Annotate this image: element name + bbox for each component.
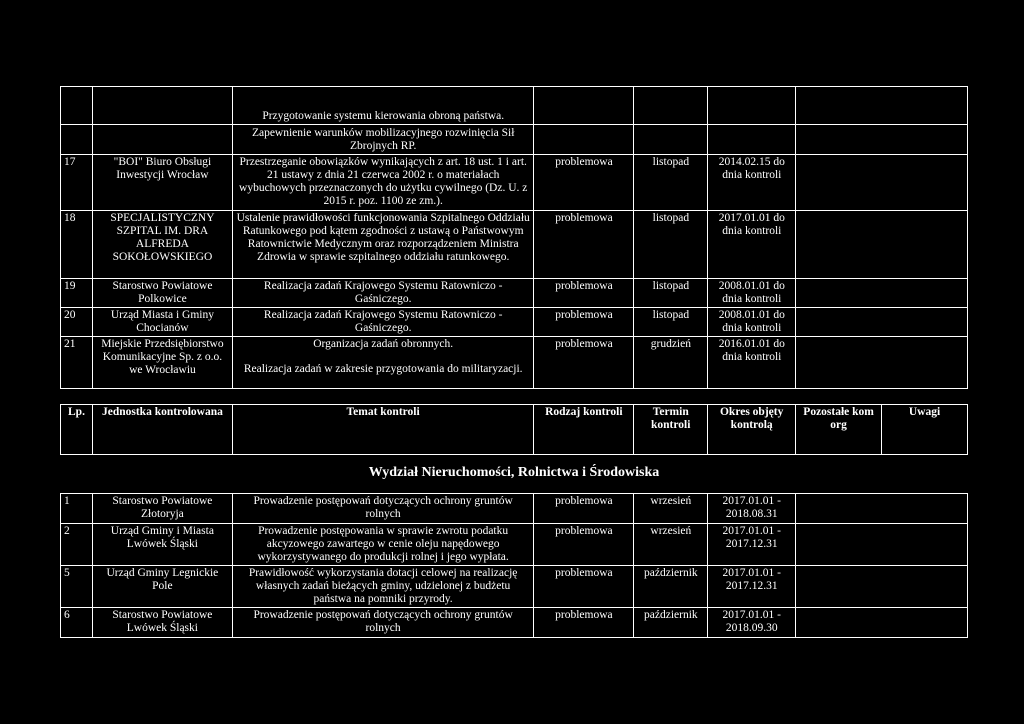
notes-cell bbox=[796, 308, 968, 337]
term-cell: październik bbox=[634, 608, 708, 638]
term-cell bbox=[634, 125, 708, 155]
header-row bbox=[61, 405, 968, 455]
lp-cell: 19 bbox=[61, 279, 93, 308]
term-cell: listopad bbox=[634, 279, 708, 308]
unit-cell bbox=[92, 87, 232, 125]
table-row bbox=[61, 524, 968, 566]
term-cell: wrzesień bbox=[634, 524, 708, 566]
unit-cell bbox=[92, 125, 232, 155]
table-row bbox=[61, 279, 968, 308]
header-term: Termin kontroli bbox=[634, 405, 708, 455]
topic-cell: Prowadzenie postępowań dotyczących ochrony gruntów rolnych bbox=[232, 494, 534, 524]
type-cell: problemowa bbox=[534, 566, 634, 608]
type-cell: problemowa bbox=[534, 608, 634, 638]
topic-cell: Zapewnienie warunków mobilizacyjnego rozwinięcia Sił Zbrojnych RP. bbox=[232, 125, 534, 155]
type-cell: problemowa bbox=[534, 524, 634, 566]
type-cell: problemowa bbox=[534, 279, 634, 308]
period-cell: 2014.02.15 do dnia kontroli bbox=[708, 155, 796, 211]
type-cell: problemowa bbox=[534, 337, 634, 389]
notes-cell bbox=[796, 337, 968, 389]
term-cell bbox=[634, 87, 708, 125]
unit-cell: Starostwo Powiatowe Lwówek Śląski bbox=[92, 608, 232, 638]
type-cell bbox=[534, 87, 634, 125]
unit-cell: Urząd Miasta i Gminy Chocianów bbox=[92, 308, 232, 337]
notes-cell bbox=[796, 524, 968, 566]
lp-cell bbox=[61, 87, 93, 125]
lp-cell: 18 bbox=[61, 211, 93, 279]
lp-cell: 17 bbox=[61, 155, 93, 211]
topic-cell: Realizacja zadań Krajowego Systemu Ratowniczo - Gaśniczego. bbox=[232, 279, 534, 308]
unit-cell: Urząd Gminy Legnickie Pole bbox=[92, 566, 232, 608]
lp-cell: 2 bbox=[61, 524, 93, 566]
period-cell: 2017.01.01 - 2018.08.31 bbox=[708, 494, 796, 524]
notes-cell bbox=[796, 494, 968, 524]
topic-cell: Przygotowanie systemu kierowania obroną państwa. bbox=[232, 87, 534, 125]
notes-cell bbox=[796, 125, 968, 155]
unit-cell: SPECJALISTYCZNY SZPITAL IM. DRA ALFREDA SOKOŁOWSKIEGO bbox=[92, 211, 232, 279]
topic-cell: Realizacja zadań Krajowego Systemu Ratowniczo - Gaśniczego. bbox=[232, 308, 534, 337]
period-cell: 2017.01.01 - 2018.09.30 bbox=[708, 608, 796, 638]
column-header-table bbox=[60, 404, 968, 455]
header-period: Okres objęty kontrolą bbox=[708, 405, 796, 455]
topic-cell: Prawidłowość wykorzystania dotacji celowej na realizację własnych zadań bieżących gminy, udzielonej z budżetu państwa na pomniki przyrody. bbox=[232, 566, 534, 608]
unit-cell: "BOI" Biuro Obsługi Inwestycji Wrocław bbox=[92, 155, 232, 211]
unit-cell: Miejskie Przedsiębiorstwo Komunikacyjne Sp. z o.o. we Wrocławiu bbox=[92, 337, 232, 389]
type-cell: problemowa bbox=[534, 494, 634, 524]
notes-cell bbox=[796, 155, 968, 211]
header-lp: Lp. bbox=[61, 405, 93, 455]
term-cell: listopad bbox=[634, 211, 708, 279]
topic-cell: Przestrzeganie obowiązków wynikających z art. 18 ust. 1 i art. 21 ustawy z dnia 21 czerwca 2002 r. o materiałach wybuchowych przeznaczonych do użytku cywilnego (Dz. U. z 2015 r. poz. 1100 ze zm.). bbox=[232, 155, 534, 211]
lower-control-table bbox=[60, 493, 968, 638]
header-notes: Uwagi bbox=[882, 405, 968, 455]
period-cell: 2008.01.01 do dnia kontroli bbox=[708, 279, 796, 308]
table-row bbox=[61, 211, 968, 279]
topic-line: Organizacja zadań obronnych. bbox=[313, 338, 454, 350]
period-cell bbox=[708, 87, 796, 125]
topic-cell: Prowadzenie postępowań dotyczących ochrony gruntów rolnych bbox=[232, 608, 534, 638]
period-cell: 2017.01.01 - 2017.12.31 bbox=[708, 566, 796, 608]
notes-cell bbox=[796, 279, 968, 308]
period-cell bbox=[708, 125, 796, 155]
header-topic: Temat kontroli bbox=[232, 405, 534, 455]
table-row bbox=[61, 494, 968, 524]
upper-control-table bbox=[60, 86, 968, 389]
type-cell: problemowa bbox=[534, 155, 634, 211]
header-other: Pozostałe kom org bbox=[796, 405, 882, 455]
notes-cell bbox=[796, 211, 968, 279]
type-cell: problemowa bbox=[534, 211, 634, 279]
lp-cell: 5 bbox=[61, 566, 93, 608]
lp-cell: 21 bbox=[61, 337, 93, 389]
topic-line: Realizacja zadań w zakresie przygotowania do militaryzacji. bbox=[243, 363, 523, 375]
topic-cell: Prowadzenie postępowania w sprawie zwrotu podatku akcyzowego zawartego w cenie oleju napędowego wykorzystywanego do produkcji rolnej i jego wypłata. bbox=[232, 524, 534, 566]
term-cell: październik bbox=[634, 566, 708, 608]
type-cell bbox=[534, 125, 634, 155]
unit-cell: Urząd Gminy i Miasta Lwówek Śląski bbox=[92, 524, 232, 566]
table-row bbox=[61, 87, 968, 125]
table-row bbox=[61, 125, 968, 155]
lp-cell: 6 bbox=[61, 608, 93, 638]
term-cell: grudzień bbox=[634, 337, 708, 389]
header-unit: Jednostka kontrolowana bbox=[92, 405, 232, 455]
section-title: Wydział Nieruchomości, Rolnictwa i Środowiska bbox=[368, 465, 660, 480]
period-cell: 2017.01.01 do dnia kontroli bbox=[708, 211, 796, 279]
term-cell: wrzesień bbox=[634, 494, 708, 524]
period-cell: 2016.01.01 do dnia kontroli bbox=[708, 337, 796, 389]
unit-cell: Starostwo Powiatowe Złotoryja bbox=[92, 494, 232, 524]
table-row bbox=[61, 566, 968, 608]
header-type: Rodzaj kontroli bbox=[534, 405, 634, 455]
unit-cell: Starostwo Powiatowe Polkowice bbox=[92, 279, 232, 308]
lp-cell bbox=[61, 125, 93, 155]
period-cell: 2008.01.01 do dnia kontroli bbox=[708, 308, 796, 337]
term-cell: listopad bbox=[634, 308, 708, 337]
notes-cell bbox=[796, 566, 968, 608]
notes-cell bbox=[796, 87, 968, 125]
table-row bbox=[61, 337, 968, 389]
notes-cell bbox=[796, 608, 968, 638]
period-cell: 2017.01.01 - 2017.12.31 bbox=[708, 524, 796, 566]
table-row bbox=[61, 608, 968, 638]
topic-cell bbox=[232, 337, 534, 389]
lp-cell: 1 bbox=[61, 494, 93, 524]
type-cell: problemowa bbox=[534, 308, 634, 337]
table-row bbox=[61, 155, 968, 211]
table-row bbox=[61, 308, 968, 337]
topic-cell: Ustalenie prawidłowości funkcjonowania Szpitalnego Oddziału Ratunkowego pod kątem zgodności z ustawą o Państwowym Ratownictwie Medycznym oraz rozporządzeniem Ministra Zdrowia w sprawie szpitalnego oddziału ratunkowego. bbox=[232, 211, 534, 279]
lp-cell: 20 bbox=[61, 308, 93, 337]
term-cell: listopad bbox=[634, 155, 708, 211]
